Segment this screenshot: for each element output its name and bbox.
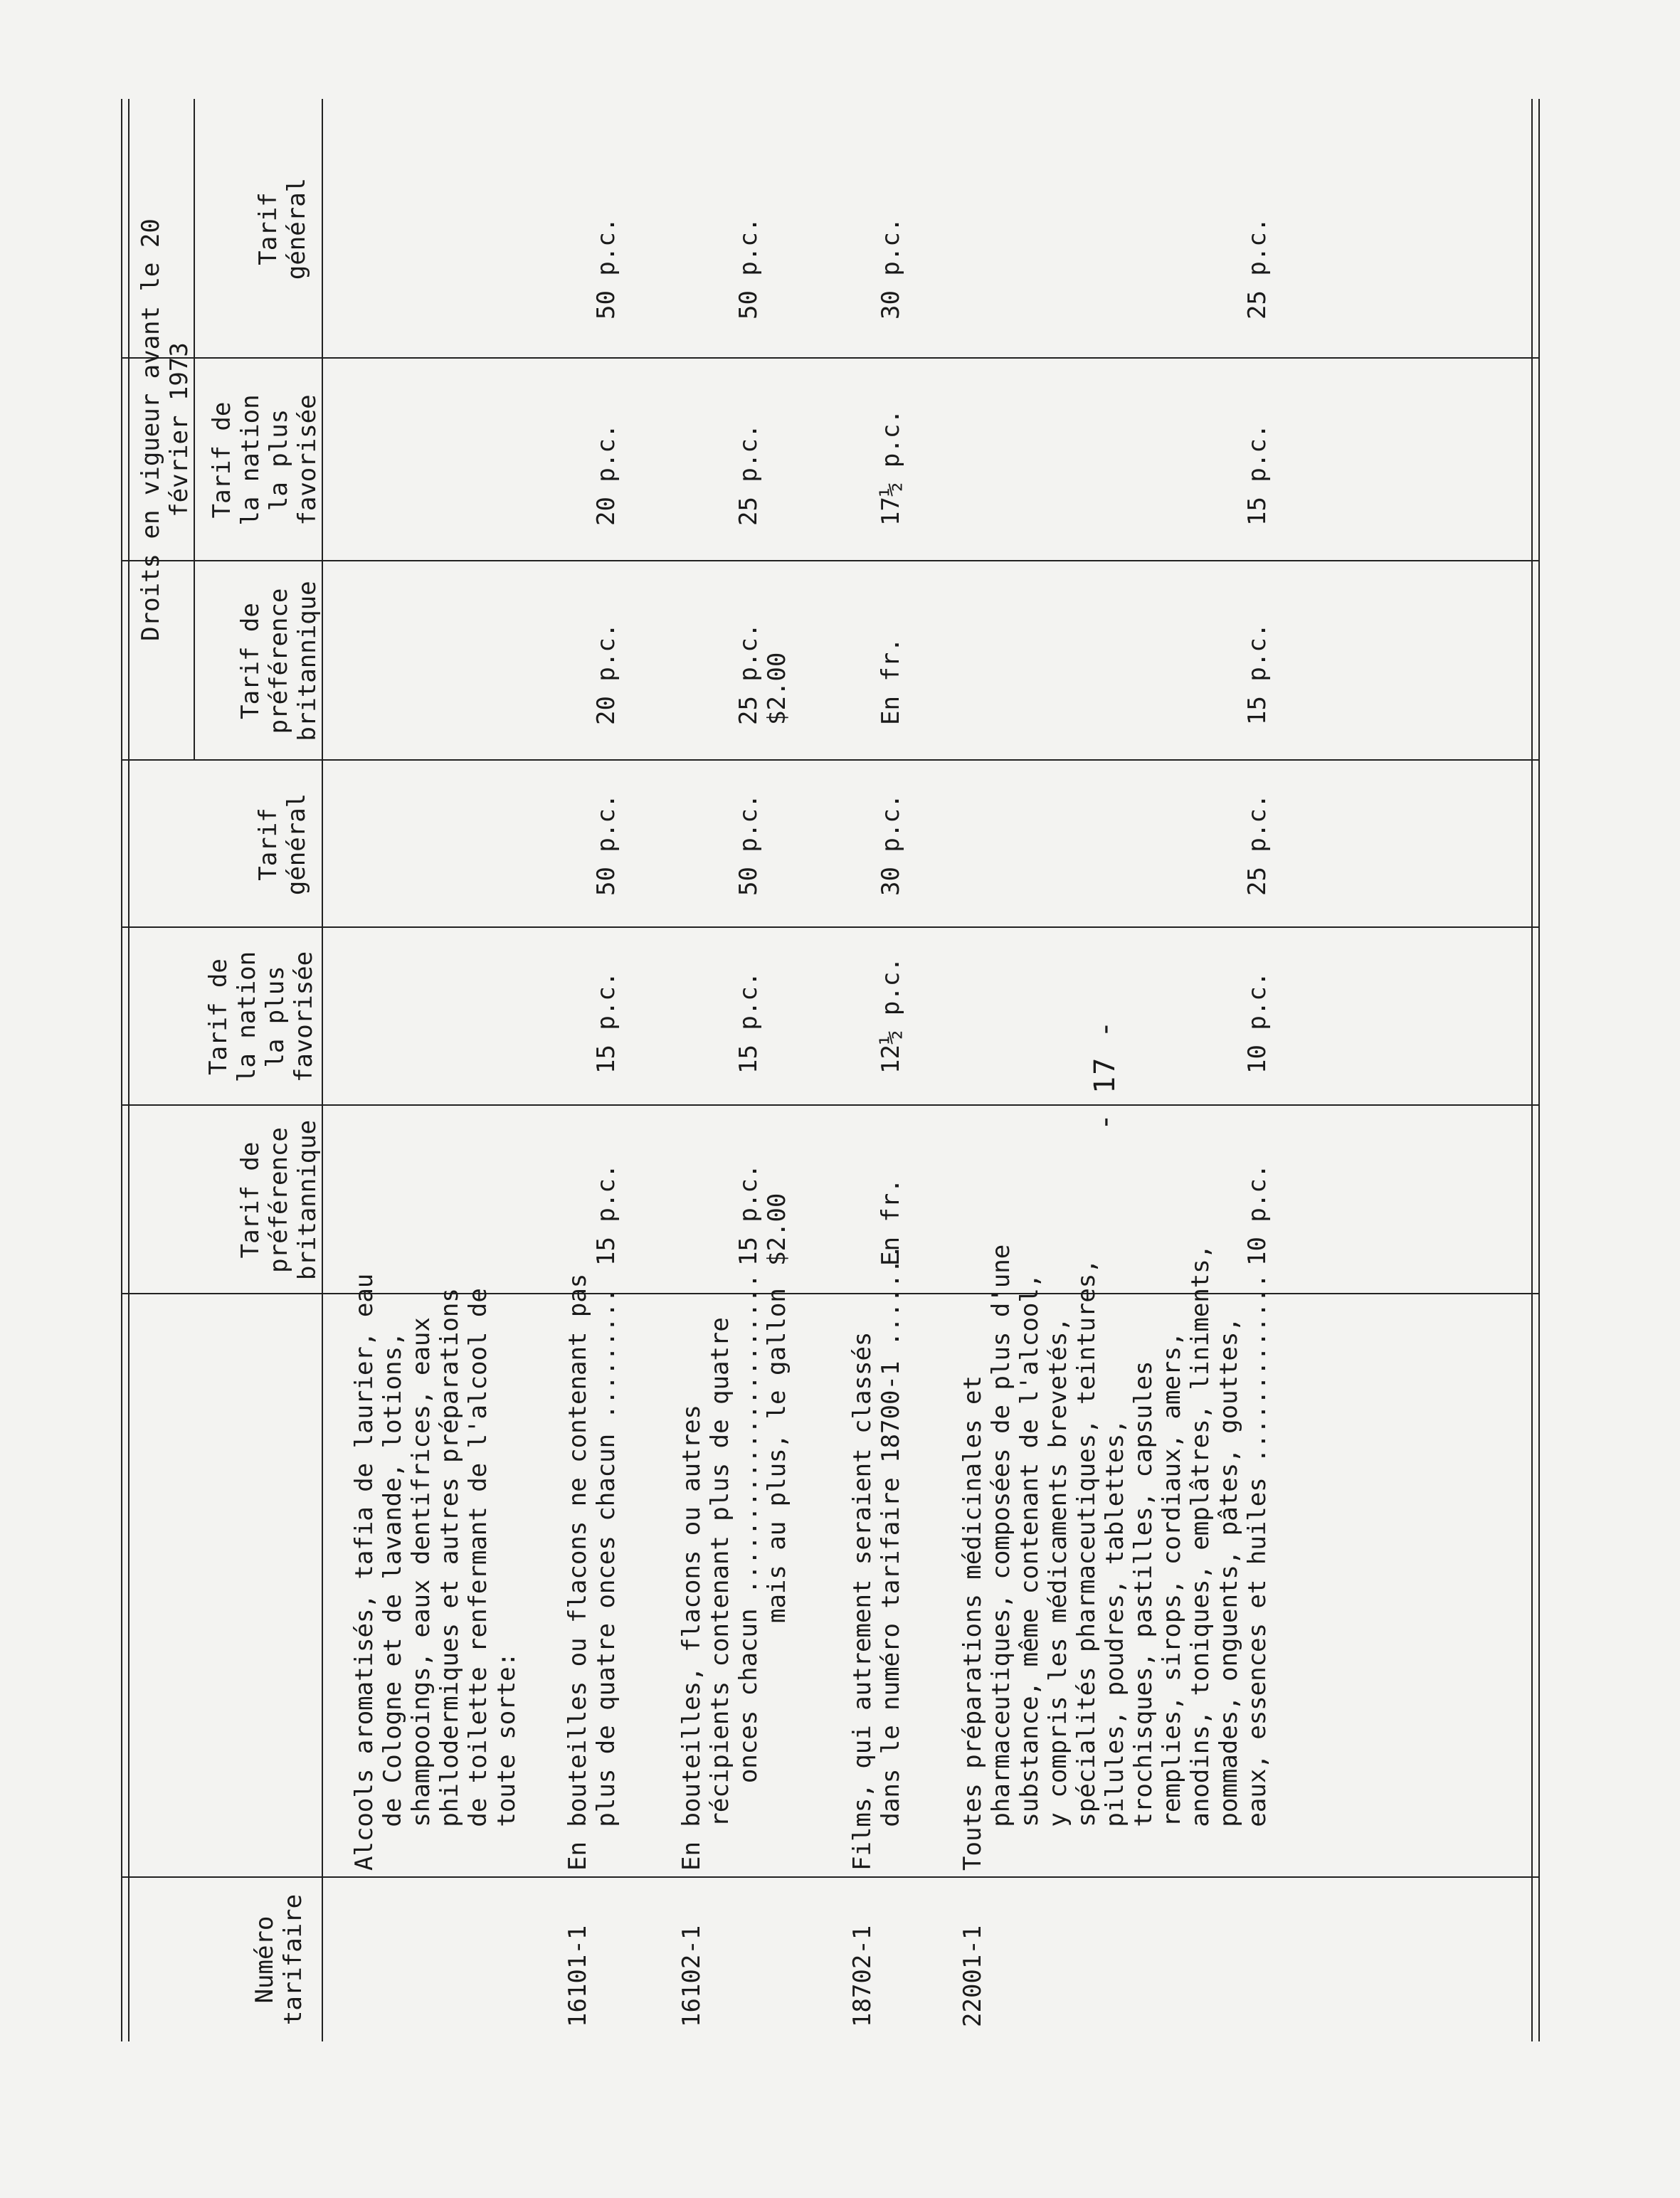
group-rule (194, 99, 195, 761)
col-sep (122, 1293, 1538, 1294)
header-former-general: Tarif général (254, 177, 311, 280)
tariff-code: 16101-1 (564, 1925, 592, 2027)
former-rate-bp: 20 p.c. (592, 623, 620, 725)
tariff-code: 16102-1 (677, 1925, 706, 2027)
header-former-bp: Tarif de préférence britannique (236, 581, 322, 741)
rate-mfn: 15 p.c. (592, 971, 620, 1074)
rate-mfn: 12½ p.c. (877, 957, 905, 1074)
header-former-mfn: Tarif de la nation la plus favorisée (208, 394, 322, 526)
item-description: Alcools aromatisés, tafia de laurier, eau de Cologne et de lavande, lotions, shampooings, eaux dentifrices, eaux philodermiques et autres préparations de toilette renfermant de l'alcool de toute sorte: (350, 1273, 521, 1871)
former-rate-general: 50 p.c. (734, 217, 763, 319)
rate-mfn: 15 p.c. (734, 971, 763, 1074)
header-rule (322, 99, 323, 2041)
former-rate-general: 50 p.c. (592, 217, 620, 319)
col-sep (122, 560, 1538, 561)
header-former-group: Droits en vigueur avant le 20 février 1973 (137, 218, 194, 641)
col-sep (122, 926, 1538, 928)
page-number: - 17 - (1089, 1019, 1121, 1131)
tariff-code: 22001-1 (958, 1925, 987, 2027)
header-general: Tarif général (254, 793, 311, 896)
rate-mfn: 10 p.c. (1243, 971, 1272, 1074)
former-rate-bp: 15 p.c. (1243, 623, 1272, 725)
former-rate-mfn: 25 p.c. (734, 423, 763, 526)
item-description: Toutes préparations médicinales et pharmaceutiques, composées de plus d'une substance, même contenant de l'alcool, y compris les médicaments brevetés, spécialités pharmaceutiques, teintures, pilules, poudres, tablettes, trochisques, pastilles, capsules remplies, sirops, cordiaux, amers, anodins, toniques, emplâtres, liniments, pommades, onguents, pâtes, gouttes, eaux, essences et huiles ............. (958, 1244, 1272, 1871)
col-sep (122, 759, 1538, 761)
former-rate-bp: 25 p.c. $2.00 (734, 623, 791, 725)
item-description: Films, qui autrement seraient classés dans le numéro tarifaire 18700-1 ....... (848, 1244, 905, 1871)
tariff-table (121, 99, 1540, 2041)
rate-general: 30 p.c. (877, 793, 905, 896)
former-rate-general: 30 p.c. (877, 217, 905, 319)
rate-general: 25 p.c. (1243, 793, 1272, 896)
table-top-rule (128, 99, 130, 2041)
header-tariff-number: Numéro tarifaire (250, 1893, 307, 2026)
former-rate-general: 25 p.c. (1243, 217, 1272, 319)
item-description: En bouteilles ou flacons ne contenant pas plus de quatre onces chacun ......... (564, 1273, 620, 1871)
former-rate-mfn: 15 p.c. (1243, 423, 1272, 526)
col-sep (122, 357, 1538, 359)
rate-bp: 15 p.c. (592, 1163, 620, 1266)
former-rate-mfn: 17½ p.c. (877, 409, 905, 526)
tariff-code: 18702-1 (848, 1925, 877, 2027)
header-mfn: Tarif de la nation la plus favorisée (204, 951, 318, 1083)
item-description: En bouteilles, flacons ou autres récipients contenant plus de quatre onces chacun ...................... mais au plus, le gallon (677, 1273, 791, 1871)
col-sep (122, 1104, 1538, 1106)
header-bp: Tarif de préférence britannique (236, 1119, 322, 1281)
rate-general: 50 p.c. (592, 793, 620, 896)
rate-bp: 10 p.c. (1243, 1163, 1272, 1266)
table-bottom-rule (1531, 99, 1533, 2041)
col-sep (122, 1876, 1538, 1878)
former-rate-mfn: 20 p.c. (592, 423, 620, 526)
rate-bp: 15 p.c. $2.00 (734, 1163, 791, 1266)
rate-general: 50 p.c. (734, 793, 763, 896)
former-rate-bp: En fr. (877, 638, 905, 725)
rate-bp: En fr. (877, 1178, 905, 1266)
